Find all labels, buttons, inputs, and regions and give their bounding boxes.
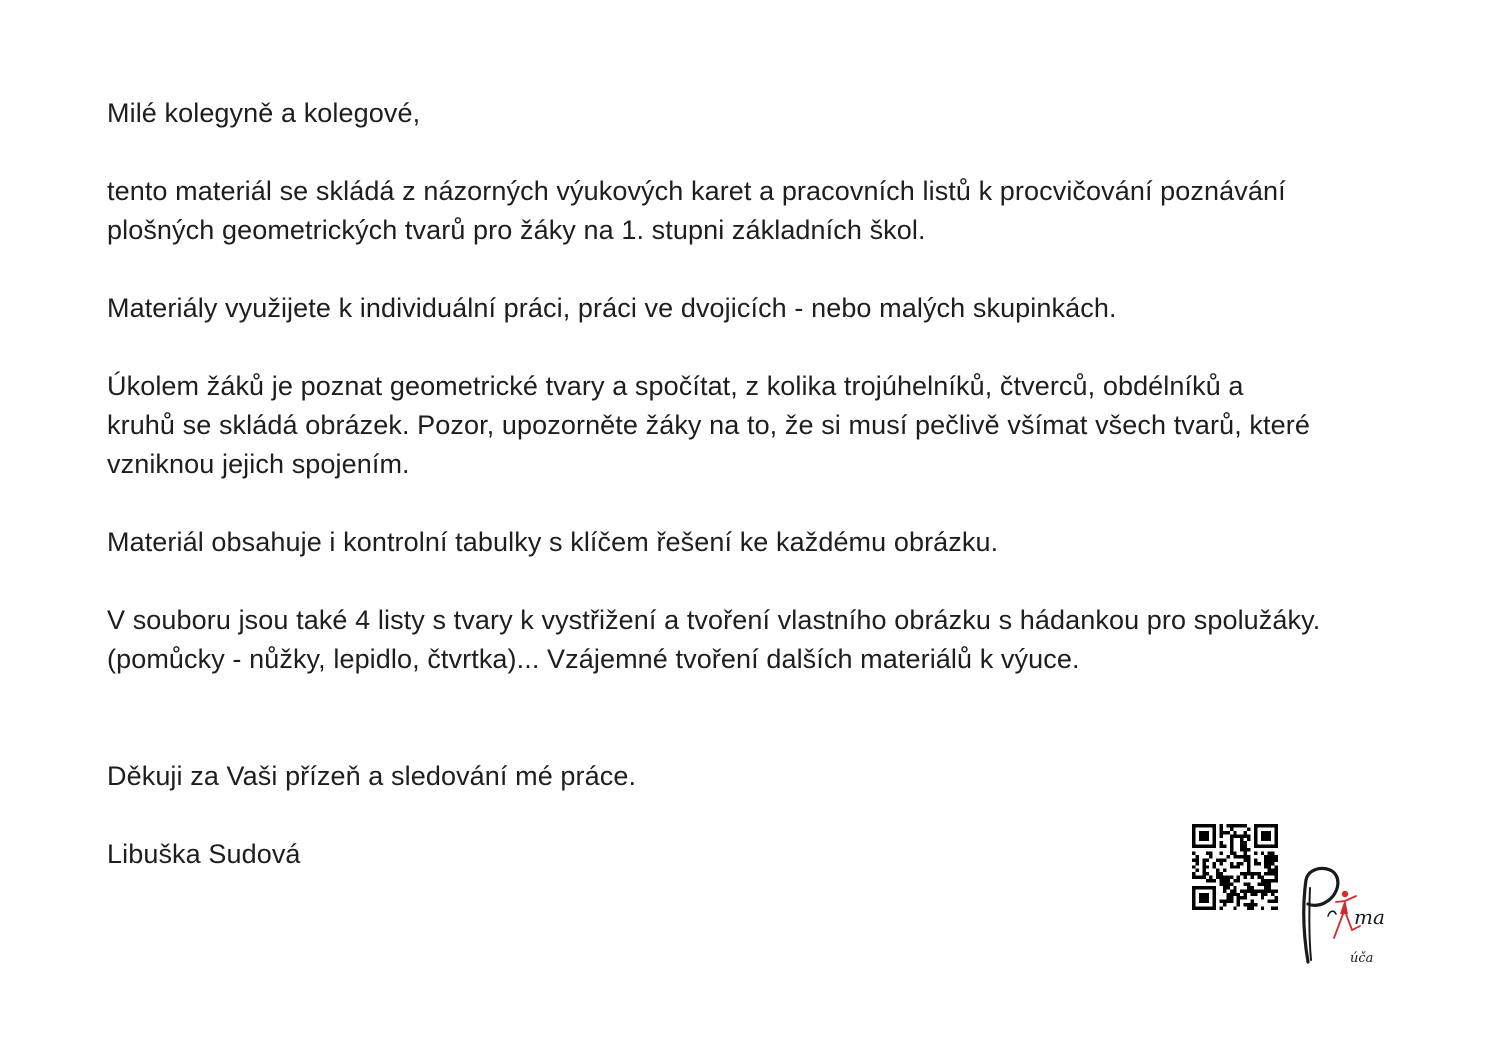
paragraph-intro: tento materiál se skládá z názorných výukových karet a pracovních listů k procvičování poznávání plošných geometrických tvarů pro žáky na 1. stupni základních škol. (107, 176, 1286, 245)
paragraph-contents: Materiál obsahuje i kontrolní tabulky s klíčem řešení ke každému obrázku. (107, 527, 999, 557)
logo-text-sub: úča (1350, 951, 1374, 966)
qr-code-icon (1192, 824, 1278, 910)
greeting: Milé kolegyně a kolegové, (107, 98, 421, 128)
letter-body (107, 94, 1467, 874)
signature: Libuška Sudová (107, 839, 301, 869)
prima-uca-logo (1290, 858, 1400, 968)
thanks-line: Děkuji za Vaši přízeň a sledování mé práce. (107, 761, 637, 791)
paragraph-usage: Materiály využijete k individuální práci, práci ve dvojicích - nebo malých skupinkách. (107, 293, 1117, 323)
paragraph-task: Úkolem žáků je poznat geometrické tvary a spočítat, z kolika trojúhelníků, čtverců, obdélníků a kruhů se skládá obrázek. Pozor, upozorněte žáky na to, že si musí pečlivě všímat všech tvarů, které vzniknou jejich spojením. (107, 371, 1310, 479)
logo-text-main: ma (1354, 905, 1385, 929)
paragraph-cutouts: V souboru jsou také 4 listy s tvary k vystřižení a tvoření vlastního obrázku s hádankou pro spolužáky. (pomůcky - nůžky, lepidlo, čtvrtka)... Vzájemné tvoření dalších materiálů k výuce. (107, 605, 1321, 674)
